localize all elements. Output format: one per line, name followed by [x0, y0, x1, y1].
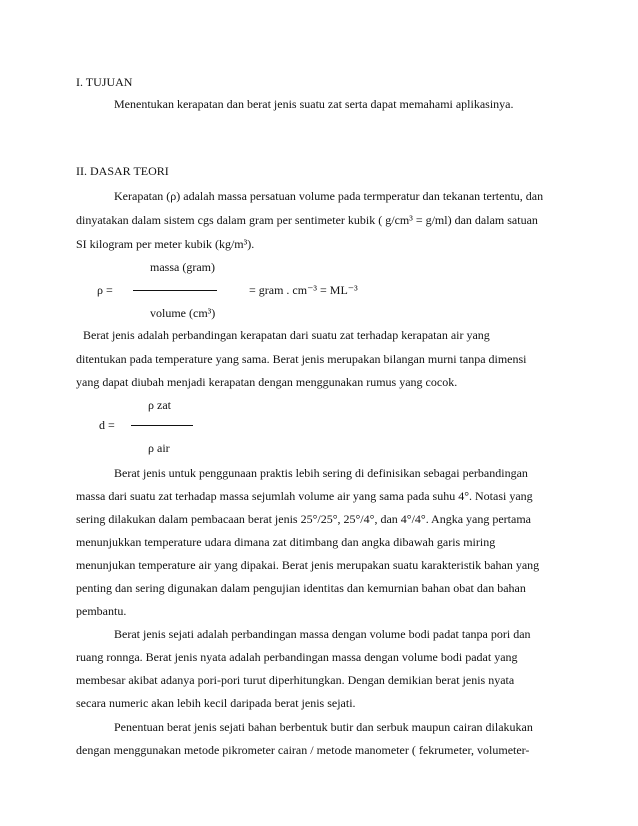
- formula-specific-gravity-denominator: ρ air: [148, 441, 170, 455]
- section-heading-tujuan: I. TUJUAN: [76, 75, 133, 89]
- formula-density-rhs: = gram . cm⁻³ = ML⁻³: [249, 283, 358, 297]
- paragraph-line: secara numeric akan lebih kecil daripada berat jenis sejati.: [76, 696, 356, 710]
- paragraph-line: ruang ronnga. Berat jenis nyata adalah perbandingan massa dengan volume bodi padat yang: [76, 650, 518, 664]
- formula-density-fraction-bar: [133, 290, 217, 291]
- paragraph-line: menunjukkan temperature udara dimana zat ditimbang dan angka dibawah garis miring: [76, 535, 496, 549]
- paragraph-line: massa dari suatu zat terhadap massa sejumlah volume air yang sama pada suhu 4°. Notasi yang: [76, 489, 533, 503]
- formula-specific-gravity-lhs: d =: [99, 418, 115, 432]
- paragraph-line: SI kilogram per meter kubik (kg/m³).: [76, 237, 255, 251]
- section-heading-dasar-teori: II. DASAR TEORI: [76, 164, 169, 178]
- formula-specific-gravity-fraction-bar: [131, 425, 193, 426]
- formula-density-numerator: massa (gram): [150, 260, 215, 274]
- paragraph-line: sering dilakukan dalam pembacaan berat jenis 25°/25°, 25°/4°, dan 4°/4°. Angka yang pertama: [76, 512, 531, 526]
- paragraph-line: menunjukan temperature air yang dipakai. Berat jenis merupakan suatu karakteristik bahan yang: [76, 558, 540, 572]
- paragraph-line: Kerapatan (ρ) adalah massa persatuan volume pada termperatur dan tekanan tertentu, dan: [114, 189, 544, 203]
- paragraph-line: ditentukan pada temperature yang sama. Berat jenis merupakan bilangan murni tanpa dimensi: [76, 352, 527, 366]
- paragraph-line: dengan menggunakan metode pikrometer cairan / metode manometer ( fekrumeter, volumeter-: [76, 743, 530, 757]
- formula-specific-gravity-numerator: ρ zat: [148, 398, 171, 412]
- paragraph-line: Penentuan berat jenis sejati bahan berbentuk butir dan serbuk maupun cairan dilakukan: [114, 720, 533, 734]
- paragraph-line: membesar akibat adanya pori-pori turut diperhitungkan. Dengan demikian berat jenis nyata: [76, 673, 515, 687]
- tujuan-text: Menentukan kerapatan dan berat jenis suatu zat serta dapat memahami aplikasinya.: [114, 97, 514, 111]
- paragraph-line: Berat jenis adalah perbandingan kerapatan dari suatu zat terhadap kerapatan air yang: [83, 328, 490, 342]
- paragraph-line: penting dan sering digunakan dalam pengujian identitas dan kemurnian bahan obat dan bahan: [76, 581, 526, 595]
- paragraph-line: Berat jenis sejati adalah perbandingan massa dengan volume bodi padat tanpa pori dan: [114, 627, 531, 641]
- paragraph-line: pembantu.: [76, 604, 127, 618]
- paragraph-line: yang dapat diubah menjadi kerapatan dengan menggunakan rumus yang cocok.: [76, 375, 458, 389]
- paragraph-line: dinyatakan dalam sistem cgs dalam gram per sentimeter kubik ( g/cm³ = g/ml) dan dalam satuan: [76, 213, 538, 227]
- formula-density-denominator: volume (cm³): [150, 306, 216, 320]
- paragraph-line: Berat jenis untuk penggunaan praktis lebih sering di definisikan sebagai perbandingan: [114, 466, 528, 480]
- formula-density-lhs: ρ =: [97, 283, 113, 297]
